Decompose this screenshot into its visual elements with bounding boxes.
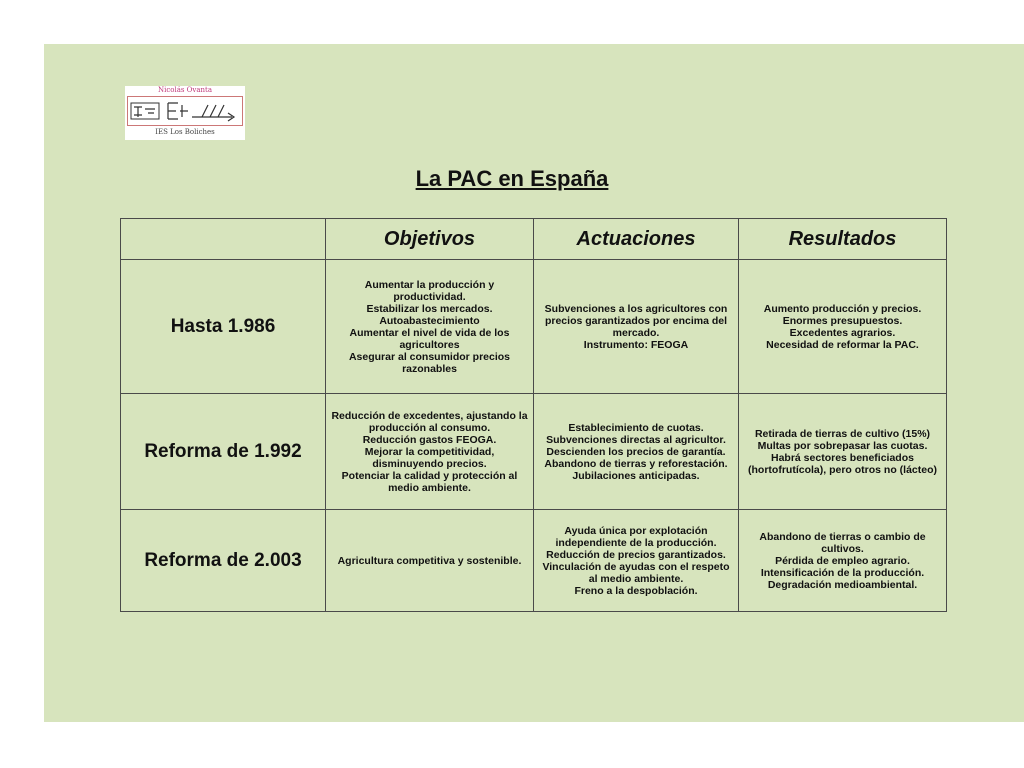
- cell-line: Ayuda única por explotación independiente de la producción.: [555, 524, 717, 549]
- cell-line: Retirada de tierras de cultivo (15%): [754, 427, 931, 440]
- cell-line: Abandono de tierras y reforestación.: [544, 457, 728, 470]
- page-title: La PAC en España: [415, 166, 609, 191]
- cell-objetivos: [326, 260, 534, 394]
- cell-line: Vinculación de ayudas con el respeto al medio ambiente.: [542, 560, 730, 585]
- cell-line: Pérdida de empleo agrario.: [775, 554, 910, 567]
- cell-line: Habrá sectores beneficiados (hortofrutícola), pero otros no (lácteo): [748, 451, 937, 476]
- cell-line: Agricultura competitiva y sostenible.: [337, 554, 522, 567]
- cell-resultados: [739, 260, 947, 394]
- cell-line: Aumentar el nivel de vida de los agricultores: [349, 326, 510, 351]
- cell-resultados: [739, 394, 947, 510]
- cell-line: Degradación medioambiental.: [767, 578, 918, 591]
- cell-objetivos: [326, 394, 534, 510]
- row-label: Reforma de 2.003: [121, 510, 326, 612]
- cell-line: Potenciar la calidad y protección al medio ambiente.: [341, 469, 518, 494]
- table-row: [121, 394, 947, 510]
- cell-line: Instrumento: FEOGA: [583, 338, 689, 351]
- cell-line: Multas por sobrepasar las cuotas.: [757, 439, 928, 452]
- cell-line: Mejorar la competitividad, disminuyendo precios.: [364, 445, 495, 470]
- cell-line: Subvenciones directas al agricultor.: [546, 433, 726, 446]
- logo-school-text: IES Los Boliches: [155, 128, 215, 136]
- cell-line: Necesidad de reformar la PAC.: [766, 338, 919, 351]
- table-header-row: [121, 219, 947, 260]
- cell-resultados: [739, 510, 947, 612]
- school-logo: [125, 86, 245, 140]
- header-objetivos: Objetivos: [326, 219, 534, 260]
- table-row: [121, 510, 947, 612]
- cell-line: Enormes presupuestos.: [782, 314, 903, 327]
- header-actuaciones: Actuaciones: [534, 219, 739, 260]
- cell-actuaciones: [534, 510, 739, 612]
- cell-line: Abandono de tierras o cambio de cultivos.: [759, 530, 926, 555]
- cell-line: Autoabastecimiento: [379, 314, 480, 327]
- cell-line: Reducción de precios garantizados.: [546, 548, 726, 561]
- header-resultados: Resultados: [739, 219, 947, 260]
- cell-line: Reducción gastos FEOGA.: [362, 433, 497, 446]
- cell-line: Subvenciones a los agricultores con precios garantizados por encima del mercado.: [544, 302, 728, 339]
- pac-table: [120, 218, 947, 612]
- cell-actuaciones: [534, 260, 739, 394]
- logo-author-text: Nicolás Ovanta: [157, 86, 213, 94]
- cell-line: Asegurar al consumidor precios razonables: [348, 350, 511, 375]
- cell-line: Aumento producción y precios.: [763, 302, 922, 315]
- cell-line: Excedentes agrarios.: [789, 326, 896, 339]
- cell-line: Aumentar la producción y productividad.: [364, 278, 495, 303]
- cell-line: Intensificación de la producción.: [760, 566, 925, 579]
- cell-line: Freno a la despoblación.: [574, 584, 698, 597]
- cell-line: Descienden los precios de garantía.: [546, 445, 726, 458]
- row-label: Hasta 1.986: [121, 260, 326, 394]
- cell-line: Estabilizar los mercados.: [366, 302, 493, 315]
- table-row: [121, 260, 947, 394]
- logo-artwork: [127, 96, 243, 126]
- cell-actuaciones: [534, 394, 739, 510]
- cell-line: Reducción de excedentes, ajustando la producción al consumo.: [331, 409, 528, 434]
- header-empty: [121, 219, 326, 260]
- cell-objetivos: [326, 510, 534, 612]
- row-label: Reforma de 1.992: [121, 394, 326, 510]
- cell-line: Establecimiento de cuotas.: [568, 421, 704, 434]
- cell-line: Jubilaciones anticipadas.: [572, 469, 700, 482]
